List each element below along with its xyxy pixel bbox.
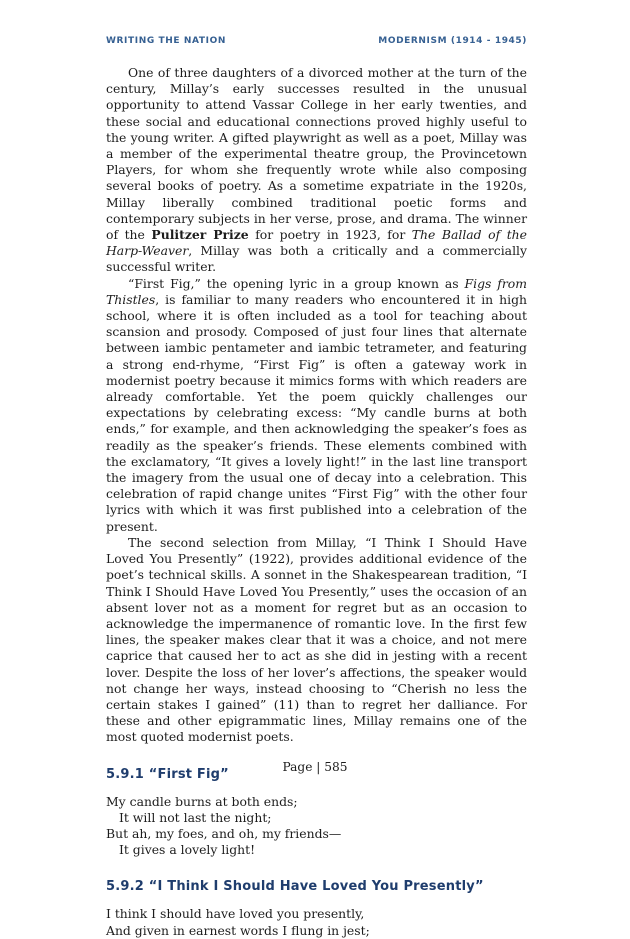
poem-line: My candle burns at both ends; <box>106 793 298 809</box>
running-header-left: WRITING THE NATION <box>106 36 226 46</box>
poem-line: But ah, my foes, and oh, my friends— <box>106 825 342 841</box>
poem-first-fig <box>106 794 527 859</box>
text-run: , is familiar to many readers who encountered it in high school, where it is often included as a tool for teaching about scansion and prosody. Composed of just four lines that alternate between iambic pentameter and iambic tetrameter, and featuring a strong end-rhyme, “First Fig” is often a gateway work in modernist poetry because it mimics forms with which readers are already comfortable. Yet the poem quickly challenges our expectations by celebrating excess: “My candle burns at both ends,” for example, and then acknowledging the speaker’s foes as readily as the speaker’s friends. These elements combined with the exclamatory, “It gives a lovely light!” in the last line transport the imagery from the usual one of decay into a celebration. This celebration of rapid change unites “First Fig” with the other four lyrics with which it was first published into a celebration of the present. <box>106 291 527 534</box>
paragraph-first-fig-analysis <box>106 276 527 535</box>
page-footer <box>0 760 630 774</box>
poem-i-think-i-should-have-loved-you-presently <box>106 906 527 938</box>
text-run: Pulitzer Prize <box>151 227 249 243</box>
section-heading-first-fig: 5.9.1 “First Fig” <box>106 766 229 782</box>
poem-line: And given in earnest words I flung in jest; <box>106 922 370 938</box>
text-run: One of three daughters of a divorced mother at the turn of the century, Millay’s early successes resulted in the unusual opportunity to attend Vassar College in her early twenties, and these social and educational connections proved highly useful to the young writer. A gifted playwright as well as a poet, Millay was a member of the experimental theatre group, the Provincetown Players, for whom she frequently wrote while also composing several books of poetry. As a sometime expatriate in the 1920s, Millay liberally combined traditional poetic forms and contemporary subjects in her verse, prose, and drama. The winner of the <box>106 65 527 243</box>
page-number: Page | 585 <box>282 760 348 774</box>
page-header <box>106 36 527 46</box>
poem-line: It will not last the night; <box>119 809 272 825</box>
running-header-right: MODERNISM (1914 - 1945) <box>378 36 527 46</box>
poem-line: I think I should have loved you presently, <box>106 906 365 922</box>
text-run: , Millay was both a critically and a commercially successful writer. <box>106 243 527 275</box>
poem-line: It gives a lovely light! <box>119 842 256 858</box>
page-content <box>106 65 527 939</box>
text-run: “First Fig,” the opening lyric in a group known as <box>128 275 465 291</box>
paragraph-millay-biography <box>106 65 527 276</box>
text-run: for poetry in 1923, for <box>248 227 412 243</box>
text-run: The Ballad of the Harp-Weaver <box>106 227 527 259</box>
text-run: Figs from Thistles <box>106 275 527 307</box>
paragraph-second-selection-analysis <box>106 535 527 746</box>
text-run: The second selection from Millay, “I Think I Should Have Loved You Presently” (1922), provides additional evidence of the poet’s technical skills. A sonnet in the Shakespearean tradition, “I Think I Should Have Loved You Presently,” uses the occasion of an absent lover not as a moment for regret but as an occasion to acknowledge the impermanence of romantic love. In the first few lines, the speaker makes clear that it was a choice, and not mere caprice that caused her to act as she did in jesting with a recent lover. Despite the loss of her lover’s affections, the speaker would not change her ways, instead choosing to “Cherish no less the certain stakes I gained” (11) than to regret her dalliance. For these and other epigrammatic lines, Millay remains one of the most quoted modernist poets. <box>106 534 527 745</box>
section-heading-i-think-i-should-have-loved-you-presently: 5.9.2 “I Think I Should Have Loved You Presently” <box>106 879 484 895</box>
